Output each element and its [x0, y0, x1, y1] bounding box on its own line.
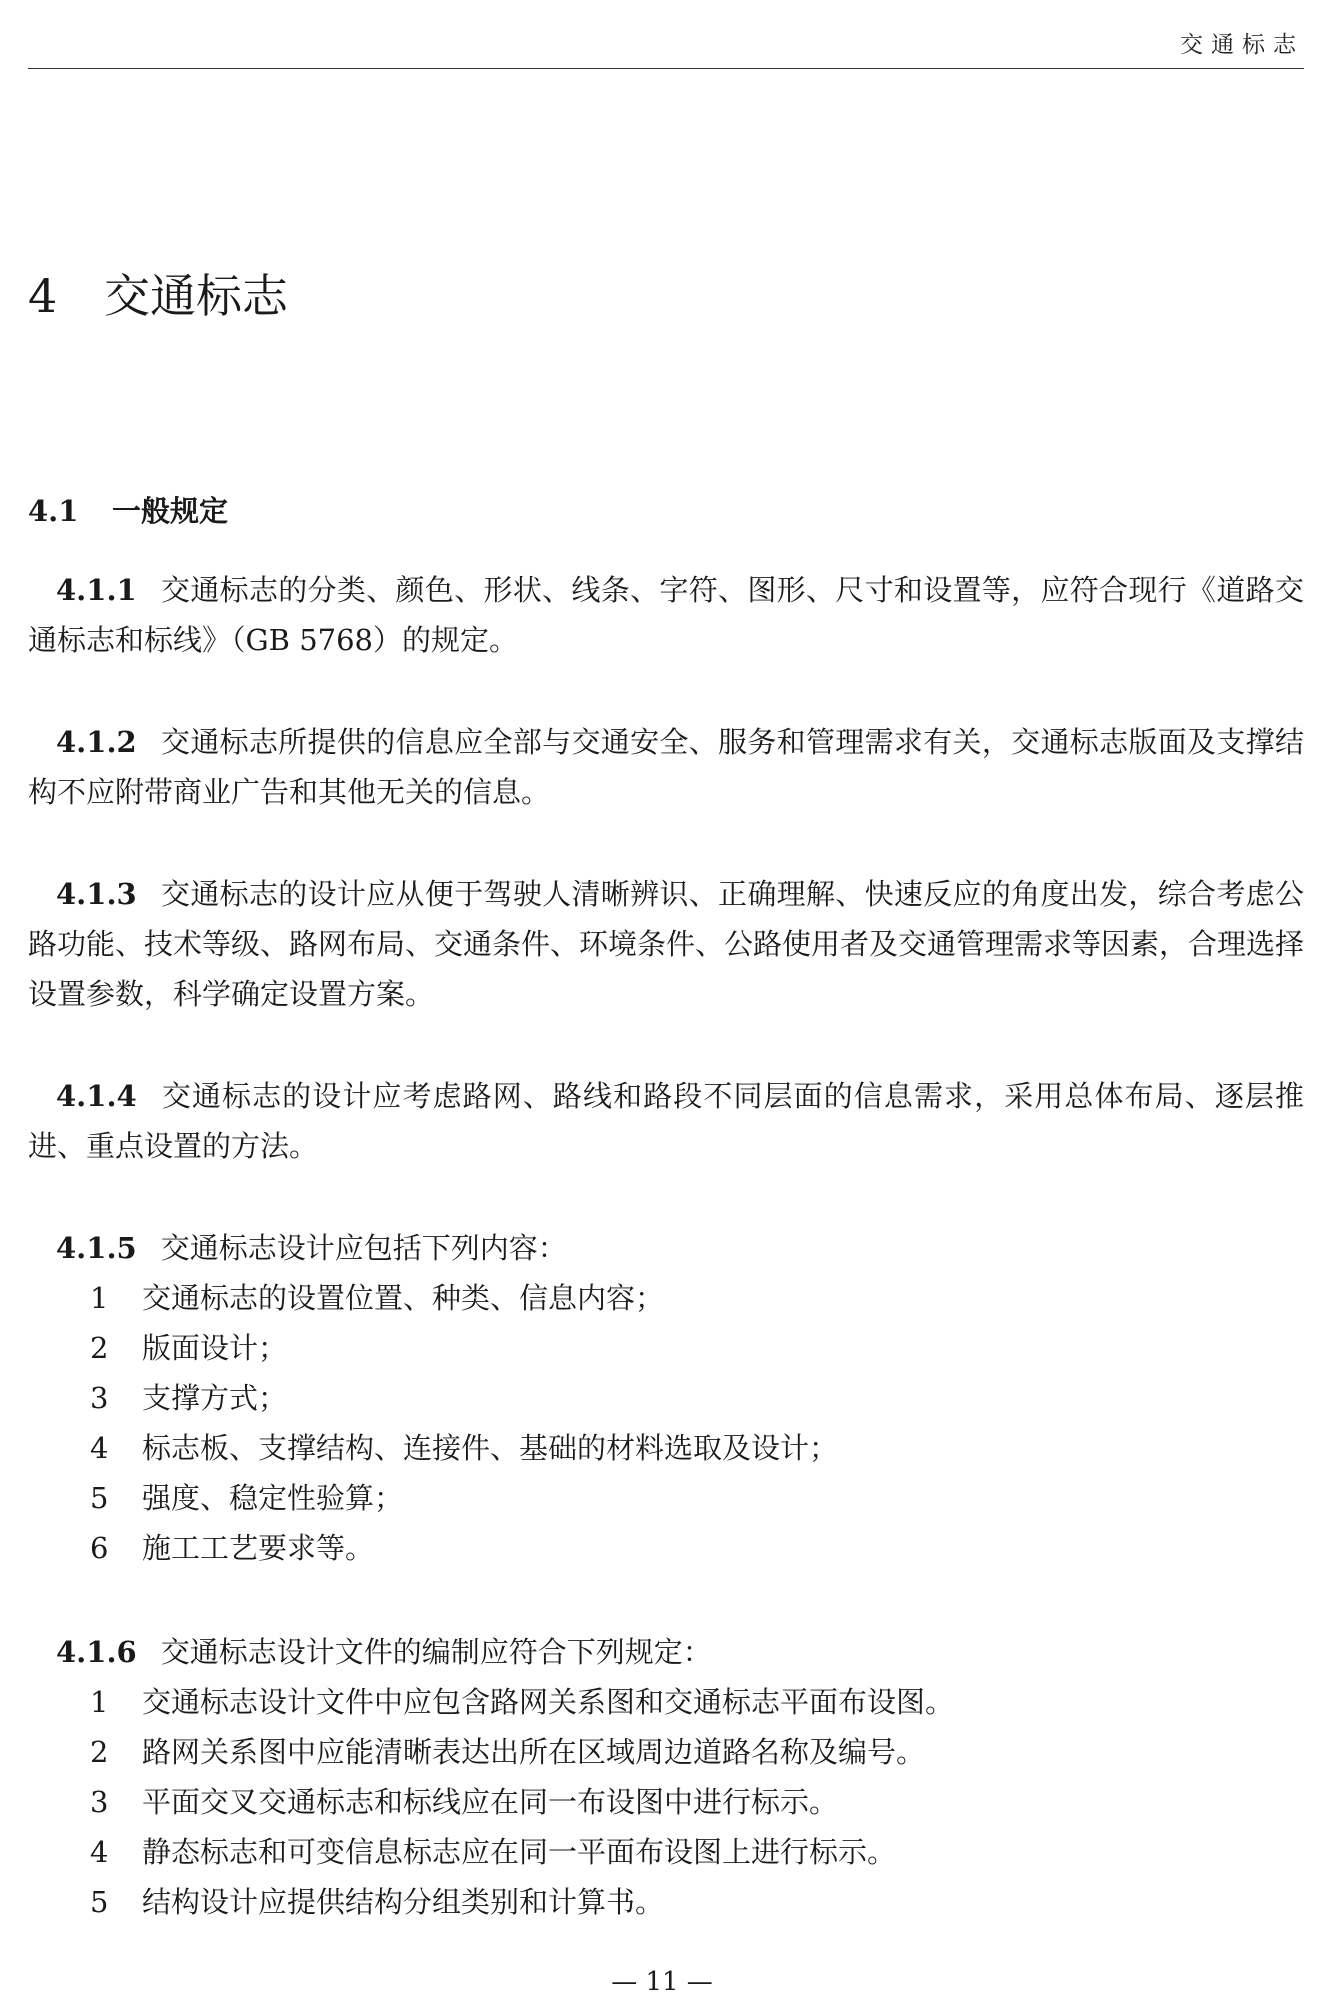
clause-number: 4.1.6: [56, 1635, 137, 1669]
list-item-text: 支撑方式；: [142, 1381, 288, 1415]
list-item-number: 4: [90, 1835, 109, 1869]
chapter-number: 4: [28, 269, 58, 323]
chapter-title-text: 交通标志: [104, 269, 288, 323]
list-item-number: 3: [90, 1785, 109, 1819]
clause-4-1-3: [28, 869, 1304, 1019]
header-rule: [28, 68, 1304, 69]
clause-text: 交通标志设计文件的编制应符合下列规定：: [160, 1635, 712, 1669]
list-item: [90, 1473, 1304, 1523]
clause-text: 交通标志的设计应从便于驾驶人清晰辨识、正确理解、快速反应的角度出发，综合考虑公路功能、技术等级、路网布局、交通条件、环境条件、公路使用者及交通管理需求等因素，合理选择设置参数，科学确定设置方案。: [28, 877, 1305, 1011]
list-item-number: 3: [90, 1381, 109, 1415]
clause-4-1-5: [28, 1223, 1304, 1273]
section-number: 4.1: [28, 494, 79, 528]
list-item-number: 1: [90, 1281, 109, 1315]
list-item: [90, 1827, 1304, 1877]
clause-4-1-1: [28, 565, 1304, 665]
section-title-text: 一般规定: [112, 494, 229, 528]
list-item: [90, 1323, 1304, 1373]
list-item-number: 2: [90, 1331, 109, 1365]
clause-text: 交通标志设计应包括下列内容：: [160, 1231, 567, 1265]
list-item-text: 交通标志设计文件中应包含路网关系图和交通标志平面布设图。: [142, 1685, 955, 1719]
list-item: [90, 1777, 1304, 1827]
clause-4-1-2: [28, 717, 1304, 817]
list-item-text: 版面设计；: [142, 1331, 288, 1365]
clause-text: 交通标志的设计应考虑路网、路线和路段不同层面的信息需求，采用总体布局、逐层推进、重点设置的方法。: [28, 1079, 1304, 1163]
list-item-text: 强度、稳定性验算；: [142, 1481, 404, 1515]
page-number: — 11 —: [611, 1967, 713, 1997]
clause-number: 4.1.3: [56, 877, 137, 911]
chapter-title: [28, 266, 288, 326]
list-item-number: 2: [90, 1735, 109, 1769]
clause-text: 交通标志所提供的信息应全部与交通安全、服务和管理需求有关，交通标志版面及支撑结构不应附带商业广告和其他无关的信息。: [28, 725, 1304, 809]
clause-4-1-6: [28, 1627, 1304, 1677]
list-item: [90, 1423, 1304, 1473]
clause-number: 4.1.4: [56, 1079, 137, 1113]
list-item: [90, 1523, 1304, 1573]
list-item-number: 5: [90, 1885, 109, 1919]
list-item-text: 交通标志的设置位置、种类、信息内容；: [142, 1281, 665, 1315]
clause-number: 4.1.1: [56, 573, 137, 607]
list-item-text: 静态标志和可变信息标志应在同一平面布设图上进行标示。: [142, 1835, 897, 1869]
list-item: [90, 1373, 1304, 1423]
list-item-text: 标志板、支撑结构、连接件、基础的材料选取及设计；: [142, 1431, 839, 1465]
list-item-number: 4: [90, 1431, 109, 1465]
list-item-text: 施工工艺要求等。: [142, 1531, 375, 1565]
list-item-number: 6: [90, 1531, 109, 1565]
clause-number: 4.1.5: [56, 1231, 137, 1265]
list-item: [90, 1677, 1304, 1727]
list-item-text: 平面交叉交通标志和标线应在同一布设图中进行标示。: [142, 1785, 839, 1819]
list-item-number: 5: [90, 1481, 109, 1515]
clause-4-1-4: [28, 1071, 1304, 1171]
clause-text: 交通标志的分类、颜色、形状、线条、字符、图形、尺寸和设置等，应符合现行《道路交通标志和标线》（GB 5768）的规定。: [28, 573, 1304, 657]
list-item: [90, 1273, 1304, 1323]
list-item: [90, 1877, 1304, 1927]
clause-number: 4.1.2: [56, 725, 137, 759]
running-head: 交通标志: [1180, 32, 1304, 58]
list-item: [90, 1727, 1304, 1777]
list-item-number: 1: [90, 1685, 109, 1719]
list-item-text: 路网关系图中应能清晰表达出所在区域周边道路名称及编号。: [142, 1735, 926, 1769]
list-item-text: 结构设计应提供结构分组类别和计算书。: [142, 1885, 665, 1919]
section-title: [28, 491, 228, 531]
